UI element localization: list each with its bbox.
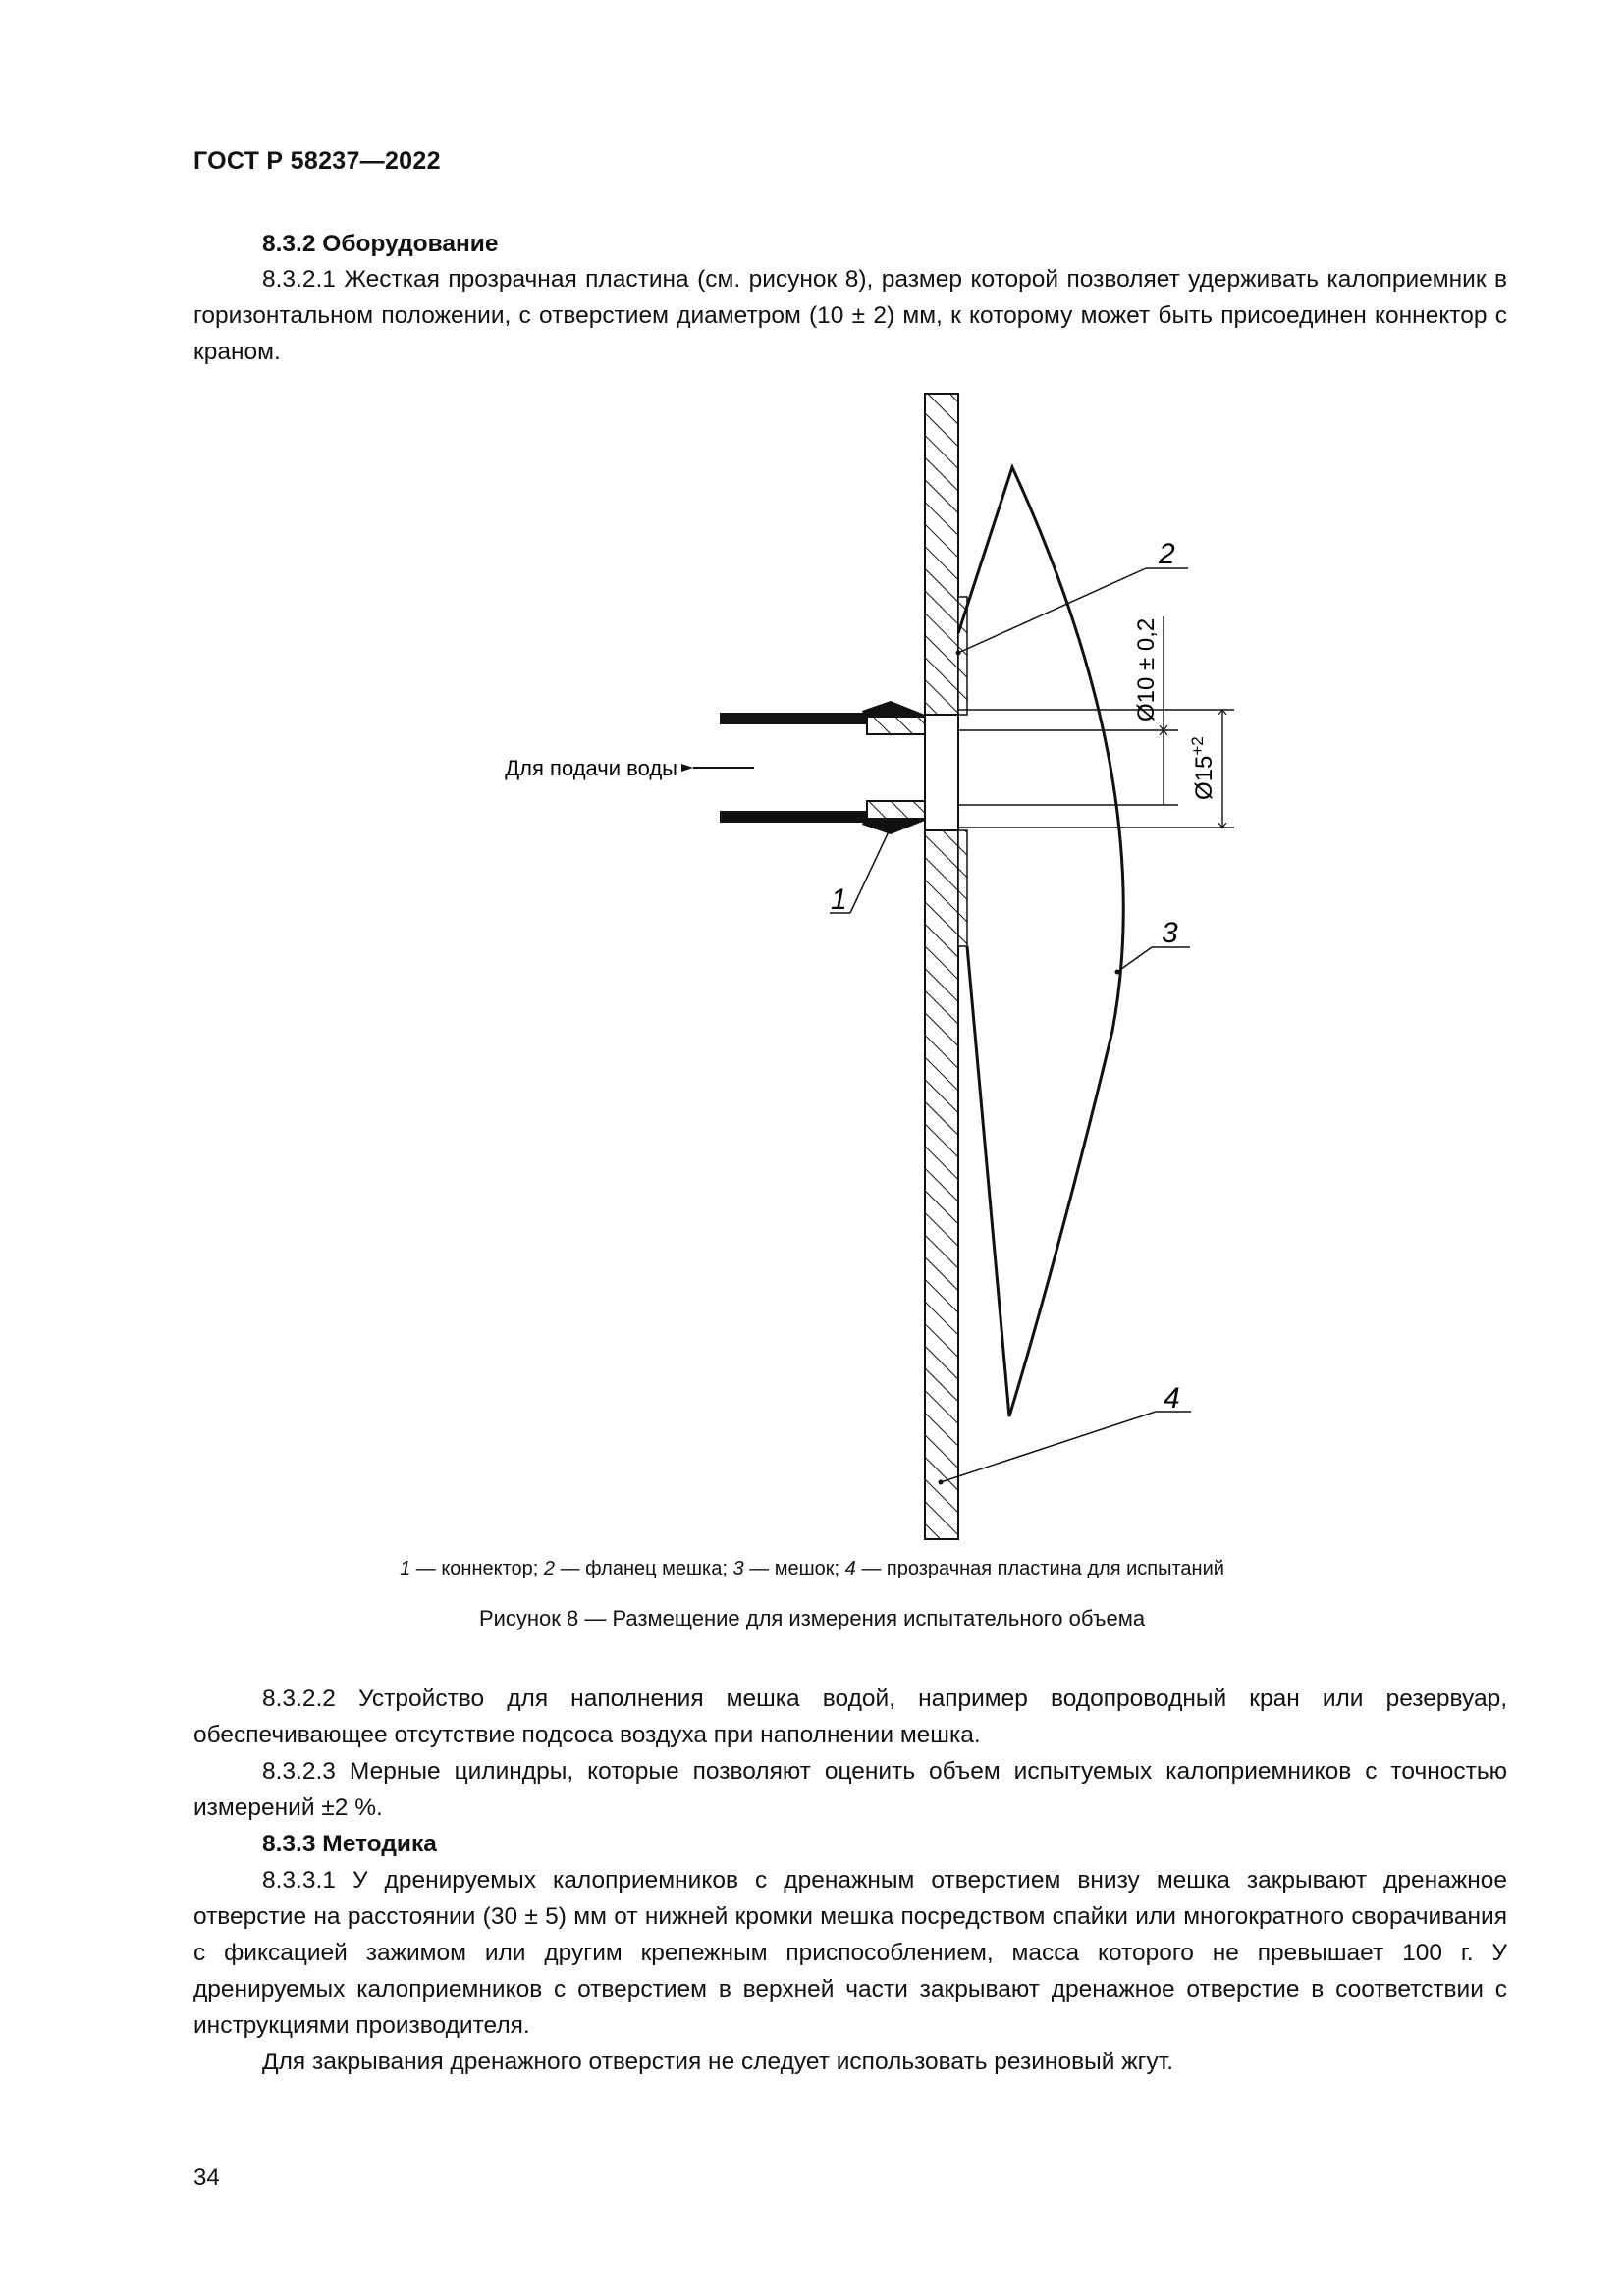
dimension-d10-label: Ø10 ± 0,2 (1133, 617, 1160, 721)
svg-text:4: 4 (1164, 1382, 1180, 1415)
paragraph-8-3-3-1: 8.3.3.1 У дренируемых калоприемников с дренажным отверстием внизу мешка закрывают дренажное отверстие на расстоянии (30 ± 5) мм от нижней кромки мешка посредством спайки или многократного сворачивания с фиксацией зажимом или другим крепежным приспособлением, масса которого не превышает 100 г. У дренируемых калоприемников с отверстием в верхней части закрывают дренажное отверстие в соответствии с инструкциями производителя. (193, 1867, 1507, 2039)
svg-text:1: 1 (831, 883, 847, 916)
paragraph-8-3-2-3: 8.3.2.3 Мерные цилиндры, которые позволяют оценить объем испытуемых калоприемников с точностью измерений ±2 %. (193, 1758, 1507, 1821)
callout-1 (830, 826, 893, 917)
figure-legend (0, 1558, 1624, 1580)
legend-t1: — коннектор; (410, 1558, 544, 1579)
callout-3 (1115, 917, 1191, 975)
figure-8-diagram (0, 373, 1624, 1551)
legend-n2: 2 (543, 1558, 556, 1579)
test-plate (925, 394, 958, 1539)
legend-n3: 3 (732, 1558, 744, 1579)
svg-text:3: 3 (1162, 917, 1178, 949)
paragraph-8-3-3-1-note: Для закрывания дренажного отверстия не следует использовать резиновый жгут. (262, 2049, 1174, 2075)
document-header: ГОСТ Р 58237—2022 (193, 147, 441, 175)
callout-4 (939, 1382, 1192, 1485)
legend-n4: 4 (844, 1558, 856, 1579)
section-8-3-3-title: 8.3.3 Методика (262, 1831, 437, 1857)
paragraph-8-3-2-2: 8.3.2.2 Устройство для наполнения мешка водой, например водопроводный кран или резервуар, обеспечивающее отсутствие подсоса воздуха при наполнении мешка. (193, 1685, 1507, 1748)
legend-t3: — мешок; (743, 1558, 845, 1579)
section-8-3-2-title: 8.3.2 Оборудование (262, 231, 499, 257)
water-inlet-label: Для подачи воды (505, 756, 677, 780)
legend-t2: — фланец мешка; (555, 1558, 733, 1579)
svg-text:2: 2 (1159, 538, 1175, 570)
dimension-d15-label: $Ø15^{+2}$ (1188, 736, 1218, 800)
legend-t4: — прозрачная пластина для испытаний (855, 1558, 1224, 1579)
legend-n1: 1 (400, 1558, 411, 1579)
paragraph-8-3-2-1: 8.3.2.1 Жесткая прозрачная пластина (см. рисунок 8), размер которой позволяет удерживать калоприемник в горизонтальном положении, с отверстием диаметром (10 ± 2) мм, к которому может быть присоединен коннектор с краном. (193, 266, 1507, 365)
bag-outline (958, 467, 1123, 1416)
page-number: 34 (193, 2164, 220, 2191)
figure-caption: Рисунок 8 — Размещение для измерения испытательного объема (478, 1606, 1146, 1630)
